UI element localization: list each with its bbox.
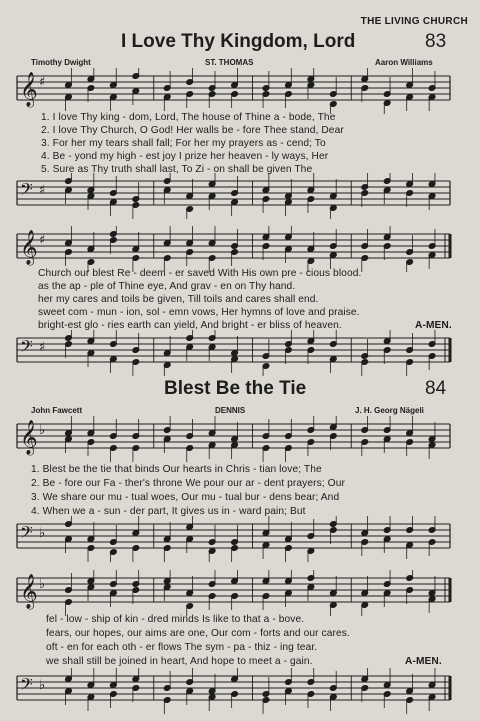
flat-key-icon: ♭ bbox=[39, 423, 46, 438]
hymn-83-verse-5-cont: bright-est glo - ries earth can yield, And bright - er bliss of heaven. bbox=[38, 320, 342, 331]
hymn-83-number: 83 bbox=[425, 31, 447, 52]
sharp-key-icon: ♯ bbox=[39, 75, 46, 90]
hymn-83-verse-2-cont: as the ap - ple of Thine eye, And grav - en on Thy hand. bbox=[38, 281, 296, 292]
hymn-84-composer: J. H. Georg Nägeli bbox=[355, 406, 424, 415]
hymn-83-verse-1: 1. I love Thy king - dom, Lord, The house of Thine a - bode, The bbox=[41, 112, 336, 123]
hymn-83-bass-staff-1 bbox=[0, 173, 480, 219]
hymn-84-bass-staff-2 bbox=[0, 668, 480, 714]
flat-key-icon: ♭ bbox=[39, 577, 46, 592]
hymn-83-verse-2: 2. I love Thy Church, O God! Her walls be - fore Thee stand, Dear bbox=[41, 125, 344, 136]
treble-clef-icon: 𝄞 bbox=[20, 574, 38, 609]
hymn-84-verse-3-cont: oft - en for each oth - er flows The sym - pa - thiz - ing tear. bbox=[46, 642, 318, 653]
hymn-84-verse-1: 1. Blest be the tie that binds Our hearts in Chris - tian love; The bbox=[31, 464, 322, 475]
sharp-key-icon: ♯ bbox=[39, 340, 46, 355]
flat-key-icon: ♭ bbox=[39, 526, 46, 541]
hymn-84-verse-1-cont: fel - low - ship of kin - dred minds Is like to that a - bove. bbox=[46, 614, 305, 625]
hymn-84-verse-4: 4. When we a - sun - der part, It gives us in - ward pain; But bbox=[31, 506, 306, 517]
hymn-84-verse-2-cont: fears, our hopes, our aims are one, Our com - forts and our cares. bbox=[46, 628, 350, 639]
hymn-83-verse-3: 3. For her my tears shall fall; For her my prayers as - cend; To bbox=[41, 138, 326, 149]
hymn-84-treble-staff-1 bbox=[0, 416, 480, 462]
hymn-84-verse-3: 3. We share our mu - tual woes, Our mu - tual bur - dens bear; And bbox=[31, 492, 340, 503]
bass-clef-icon: 𝄢 bbox=[20, 522, 33, 546]
hymn-84-verse-2: 2. Be - fore our Fa - ther's throne We pour our ar - dent prayers; Our bbox=[31, 478, 345, 489]
hymn-83-treble-staff-1 bbox=[0, 68, 480, 114]
hymn-83-composer: Aaron Williams bbox=[375, 58, 433, 67]
hymn-84-title: Blest Be the Tie bbox=[164, 378, 307, 399]
hymn-84-amen: A-MEN. bbox=[405, 656, 442, 667]
hymn-84-number: 84 bbox=[425, 378, 447, 399]
hymn-84-bass-staff-1 bbox=[0, 516, 480, 562]
bass-clef-icon: 𝄢 bbox=[20, 179, 33, 203]
treble-clef-icon: 𝄞 bbox=[20, 420, 38, 455]
hymn-84-author: John Fawcett bbox=[31, 406, 83, 415]
hymn-83-verse-3-cont: her my cares and toils be given, Till toils and cares shall end. bbox=[38, 294, 319, 305]
sharp-key-icon: ♯ bbox=[39, 233, 46, 248]
hymn-83-tune: ST. THOMAS bbox=[205, 58, 254, 67]
hymn-83-verse-4-cont: sweet com - mun - ion, sol - emn vows, Her hymns of love and praise. bbox=[38, 307, 360, 318]
flat-key-icon: ♭ bbox=[39, 678, 46, 693]
treble-clef-icon: 𝄞 bbox=[20, 230, 38, 265]
hymn-84-tune: DENNIS bbox=[215, 406, 246, 415]
treble-clef-icon: 𝄞 bbox=[20, 72, 38, 107]
hymn-83-bass-staff-2 bbox=[0, 330, 480, 376]
hymn-83-verse-5: 5. Sure as Thy truth shall last, To Zi - on shall be given The bbox=[41, 164, 313, 175]
running-header: THE LIVING CHURCH bbox=[360, 16, 468, 27]
bass-clef-icon: 𝄢 bbox=[20, 674, 33, 698]
hymn-83-amen: A-MEN. bbox=[415, 320, 452, 331]
hymn-83-treble-staff-2 bbox=[0, 226, 480, 272]
hymn-83-verse-4: 4. Be - yond my high - est joy I prize her heaven - ly ways, Her bbox=[41, 151, 329, 162]
hymn-84-treble-staff-2 bbox=[0, 570, 480, 616]
sharp-key-icon: ♯ bbox=[39, 183, 46, 198]
hymn-83-verse-1-cont: Church our blest Re - deem - er saved With His own pre - cious blood. bbox=[38, 268, 362, 279]
hymn-83-title: I Love Thy Kingdom, Lord bbox=[121, 31, 356, 52]
hymn-83-author: Timothy Dwight bbox=[31, 58, 91, 67]
hymn-84-verse-4-cont: we shall still be joined in heart, And hope to meet a - gain. bbox=[46, 656, 313, 667]
bass-clef-icon: 𝄢 bbox=[20, 336, 33, 360]
